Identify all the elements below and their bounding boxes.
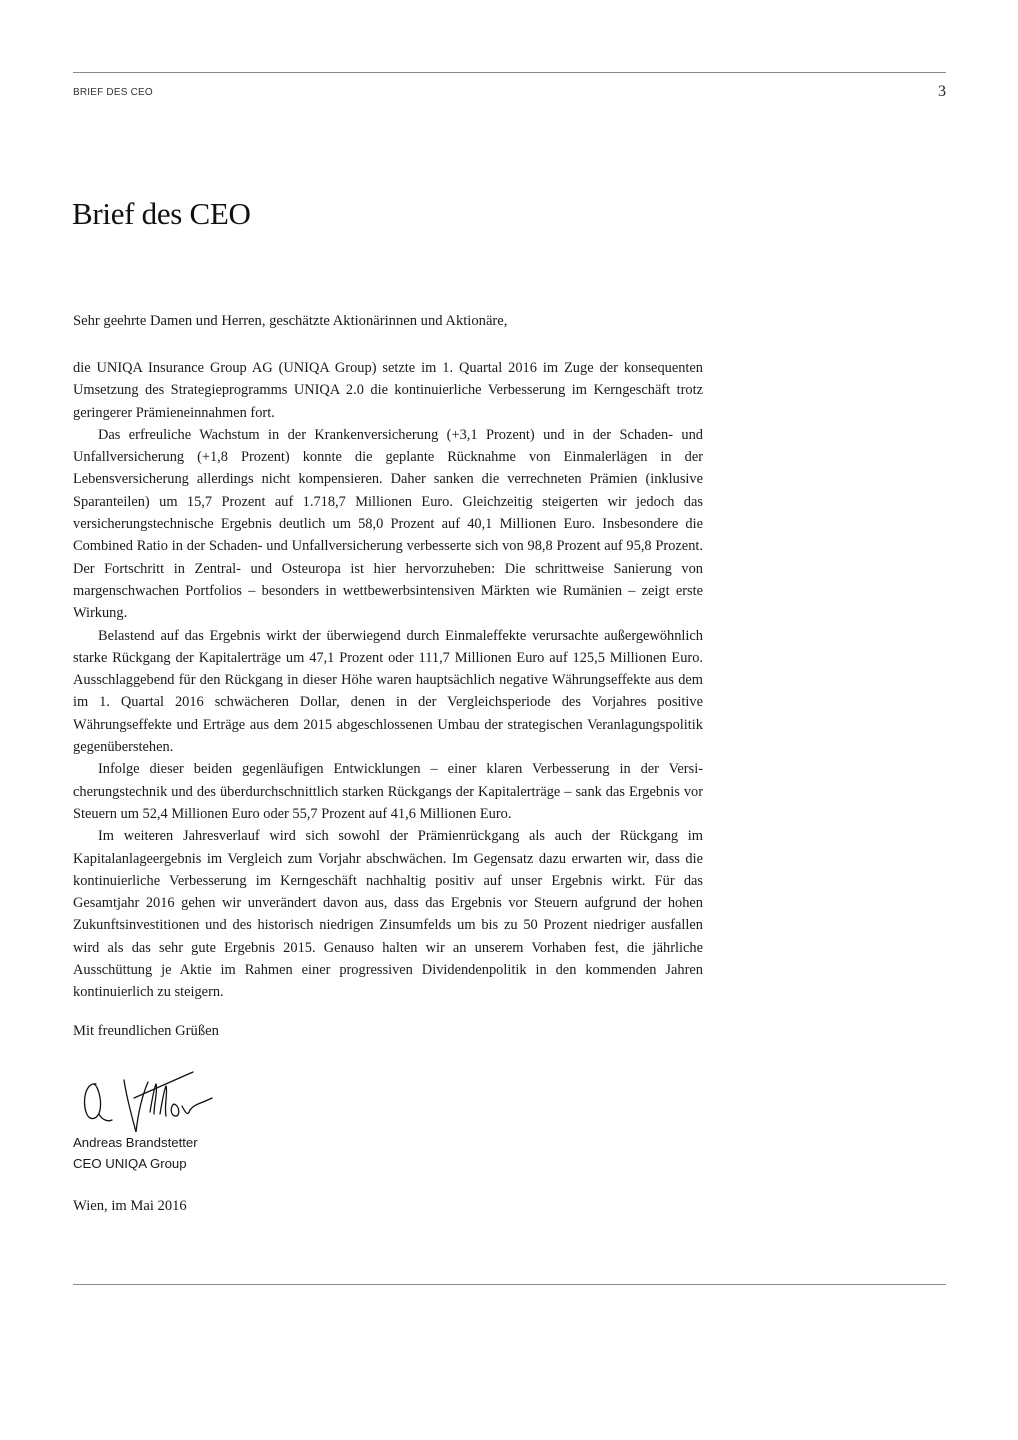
- page-title: Brief des CEO: [72, 196, 251, 231]
- place-date: Wien, im Mai 2016: [73, 1198, 187, 1214]
- paragraph: Infolge dieser beiden gegenläufigen Entwicklungen – einer klaren Verbesserung in der Versicherungstechnik und des überdurchschnittlich starken Rückgangs der Kapitalerträge – sank das Ergebnis vor Steuern um 52,4 Millionen Euro oder 55,7 Prozent auf 41,6 Millionen Euro.: [73, 761, 703, 822]
- paragraph: Im weiteren Jahresverlauf wird sich sowohl der Prämienrückgang als auch der Rückgang im Kapitalanlageergebnis im Vergleich zum Vorjahr abschwächen. Im Gegensatz dazu erwarten wir, dass die kontinuierliche Verbesserung im Kerngeschäft nachhaltig positiv auf unser Ergebnis wirkt. Für das Gesamtjahr 2016 gehen wir unverändert davon aus, dass das Ergebnis vor Steuern aufgrund der hohen Zukunftsinvestitionen und des historisch niedrigen Zinsumfelds um bis zu 50 Prozent niedriger ausfallen wird als das sehr gute Ergebnis 2015. Genauso halten wir an unserem Vorhaben fest, die jährliche Ausschüttung je Aktie im Rahmen einer progressiven Dividendenpolitik in den kommenden Jahren kontinuierlich zu steigern.: [73, 828, 703, 1001]
- paragraph: die UNIQA Insurance Group AG (UNIQA Group) setzte im 1. Quartal 2016 im Zuge der konsequenten Umsetzung des Strategieprogramms UNIQA 2.0 die kontinuierliche Verbesserung im Kerngeschäft trotz geringerer Prämieneinnahmen fort.: [73, 360, 703, 421]
- page-number: 3: [938, 83, 946, 100]
- signer-name: Andreas Brandstetter: [73, 1135, 198, 1150]
- header-divider: [73, 72, 946, 73]
- closing: Mit freundlichen Grüßen: [73, 1023, 219, 1039]
- signature-image: [82, 1070, 222, 1132]
- signer-role: CEO UNIQA Group: [73, 1156, 187, 1171]
- letter-body: [73, 357, 703, 1004]
- footer-divider: [73, 1284, 946, 1285]
- paragraph: Belastend auf das Ergebnis wirkt der überwiegend durch Einmaleffekte verursachte außergewöhnlich starke Rückgang der Kapitalerträge um 47,1 Prozent oder 111,7 Millionen Euro auf 125,5 Millionen Euro. Ausschlaggebend für den Rückgang in dieser Höhe waren hauptsächlich negative Währungseffekte aus dem im 1. Quartal 2016 schwächeren Dollar, denen in der Vergleichsperiode des Vorjahres positive Währungseffekte und Erträge aus dem 2015 abgeschlossenen Umbau der strategischen Veranlagungspolitik gegenüberstehen.: [73, 627, 703, 756]
- paragraph: Das erfreuliche Wachstum in der Krankenversicherung (+3,1 Prozent) und in der Schaden- und Unfallversicherung (+1,8 Prozent) konnte die geplante Rücknahme von Einmalerlägen in der Lebensversicherung allerdings nicht kompensieren. Daher sanken die verrechneten Prämien (inklusive Sparanteilen) um 15,7 Prozent auf 1.718,7 Millionen Euro. Gleichzeitig steigerten wir jedoch das versicherungstechnische Ergebnis deutlich um 58,0 Prozent auf 40,1 Millionen Euro. Insbesondere die Combined Ratio in der Schaden- und Unfallversicherung verbesserte sich von 98,8 Prozent auf 95,8 Prozent. Der Fortschritt in Zentral- und Osteuropa ist hier hervorzuheben: Die schrittweise Sanierung von margenschwachen Portfolios – besonders in wettbewerbsintensiven Märkten wie Rumänien – zeigt erste Wirkung.: [73, 426, 703, 622]
- running-head: BRIEF DES CEO: [73, 87, 153, 98]
- salutation: Sehr geehrte Damen und Herren, geschätzte Aktionärinnen und Aktionäre,: [73, 313, 508, 329]
